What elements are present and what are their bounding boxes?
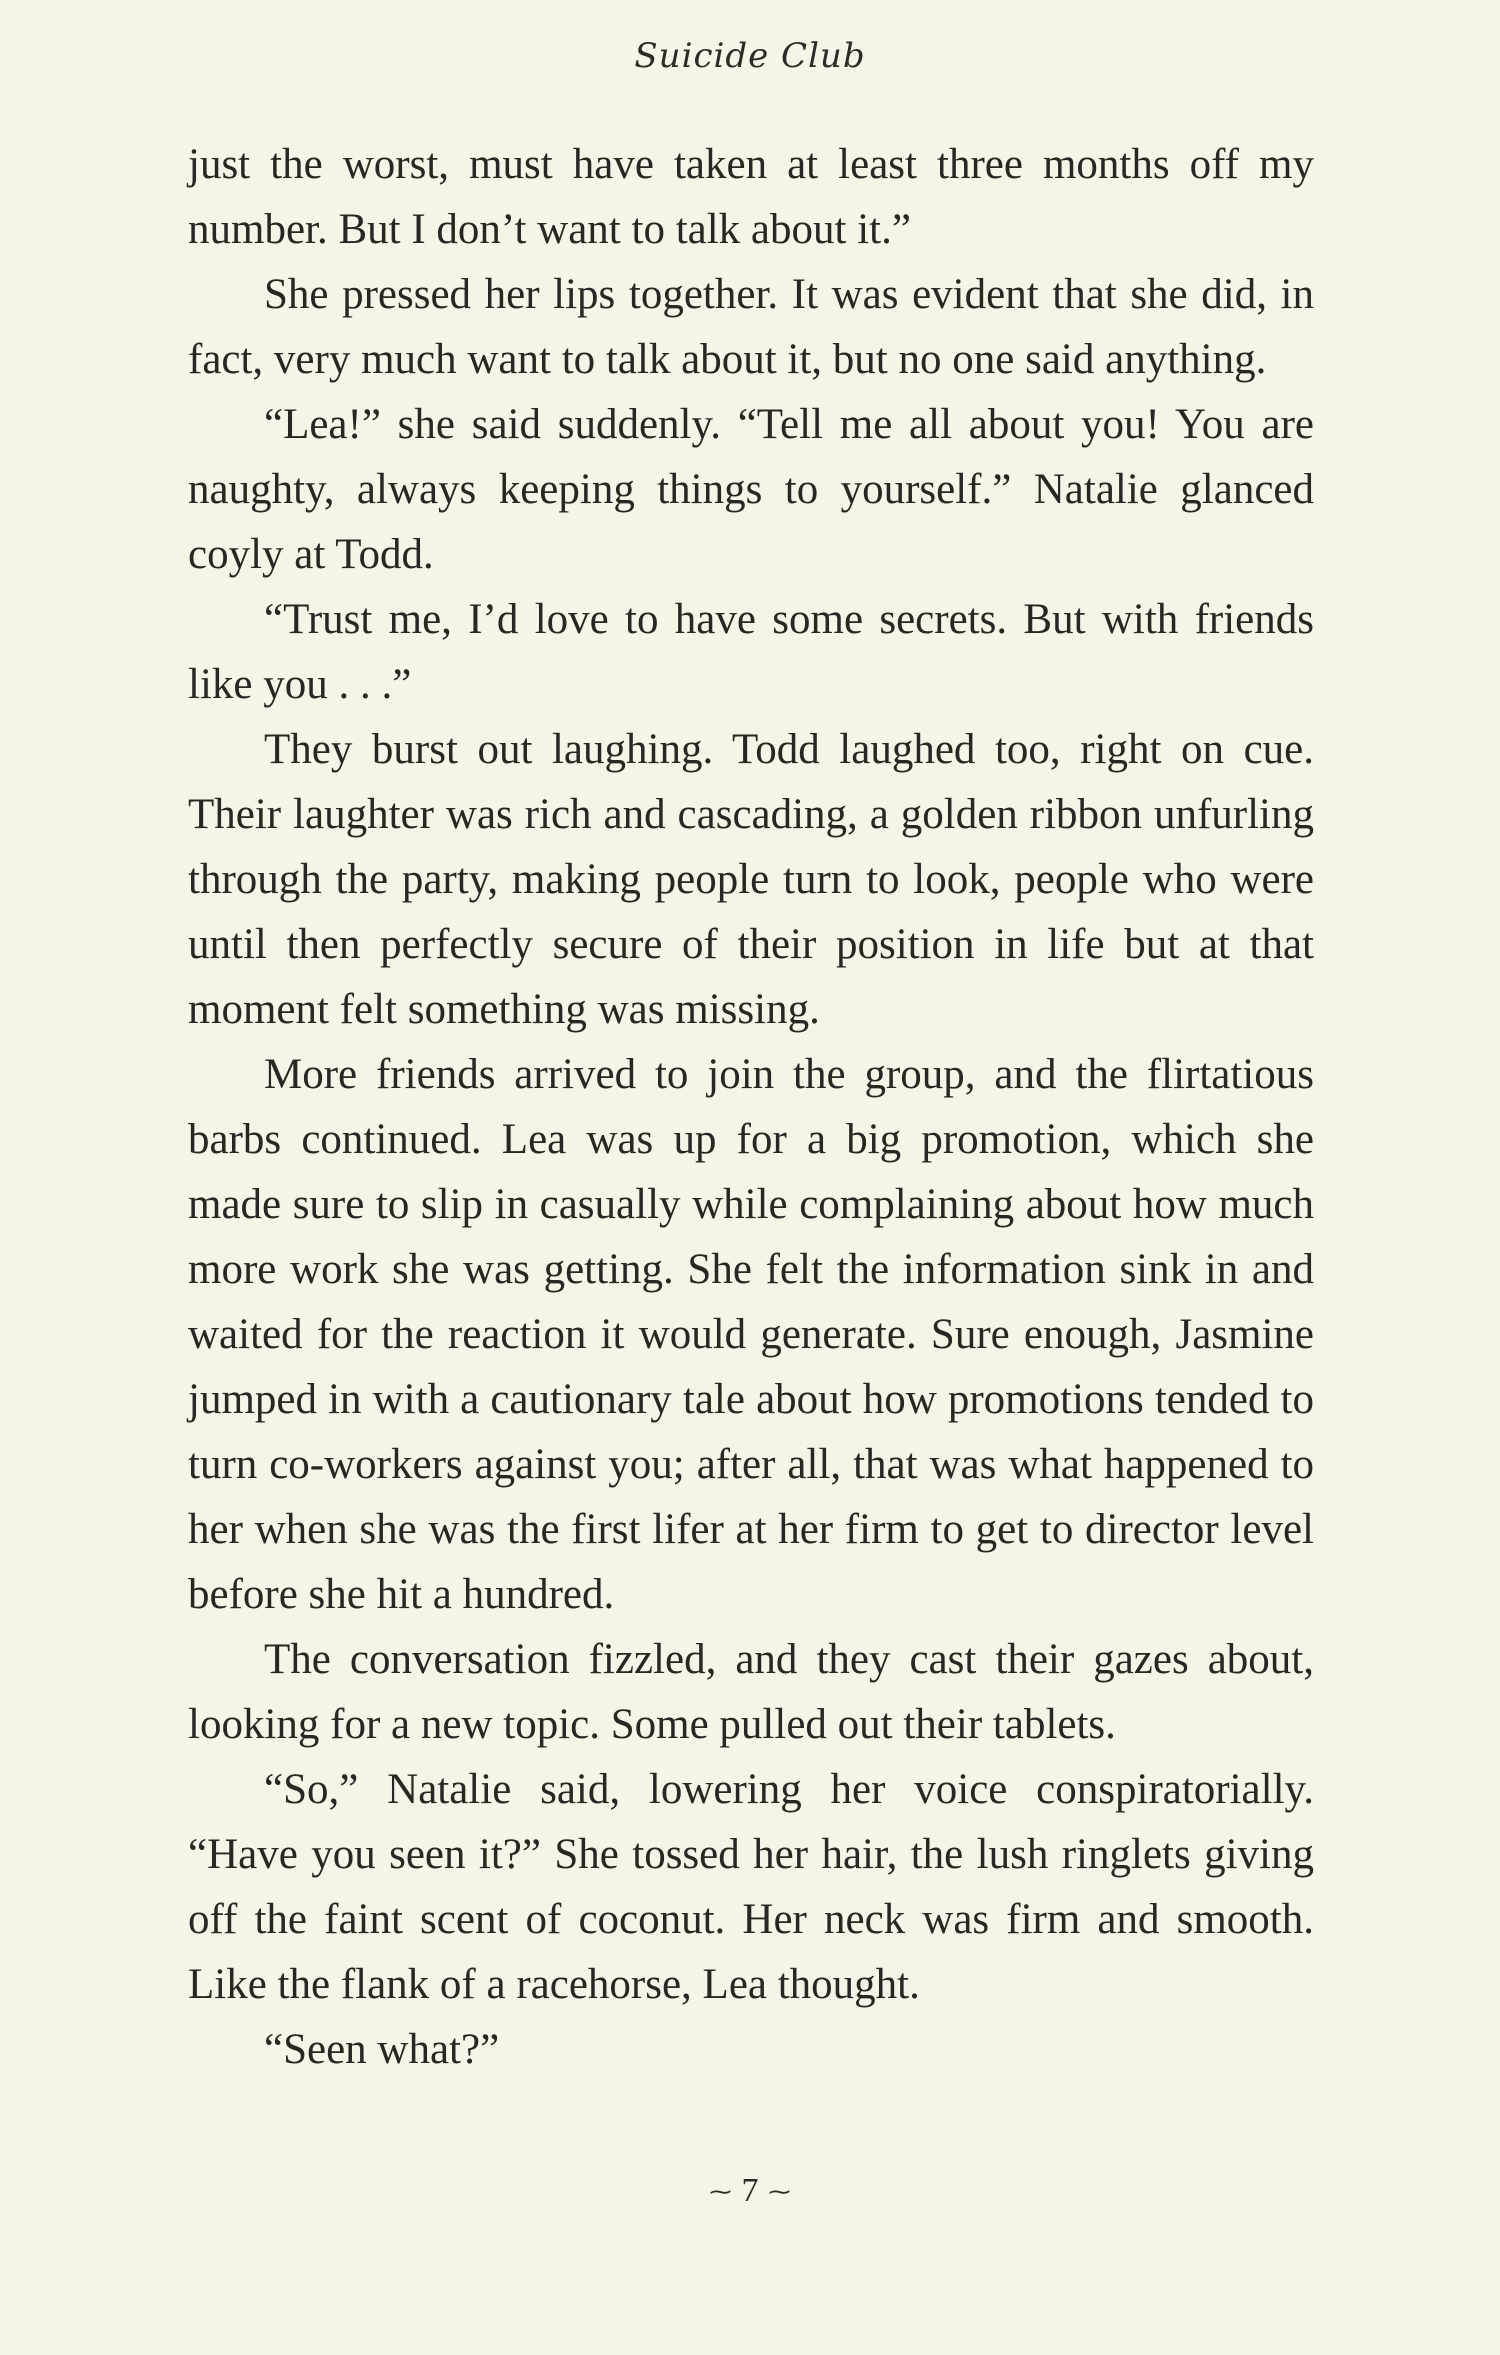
- paragraph: She pressed her lips together. It was evident that she did, in fact, very much want to talk about it, but no one said anything.: [188, 271, 1314, 383]
- page-number: [0, 2172, 1500, 2210]
- paragraph: More friends arrived to join the group, and the flirtatious barbs continued. Lea was up for a big promotion, which she made sure to slip in casually while complaining about how much more work she was getting. She felt the information sink in and waited for the reaction it would generate. Sure enough, Jasmine jumped in with a cautionary tale about how promotions tended to turn co-workers against you; after all, that was what happened to her when she was the first lifer at her firm to get to director level before she hit a hundred.: [188, 1051, 1314, 1618]
- body-text: [188, 132, 1314, 2082]
- ornament-right-icon: ⁓: [768, 2179, 791, 2204]
- paragraph: “So,” Natalie said, lowering her voice conspiratorially. “Have you seen it?” She tossed her hair, the lush ringlets giving off the faint scent of coconut. Her neck was firm and smooth. Like the flank of a racehorse, Lea thought.: [188, 1766, 1314, 2008]
- paragraph: just the worst, must have taken at least three months off my number. But I don’t want to talk about it.”: [188, 141, 1314, 253]
- ornament-left-icon: ⁓: [709, 2179, 732, 2204]
- paragraph: “Trust me, I’d love to have some secrets. But with friends like you . . .”: [188, 596, 1314, 708]
- paragraph: The conversation fizzled, and they cast their gazes about, looking for a new topic. Some pulled out their tablets.: [188, 1636, 1314, 1748]
- paragraph: They burst out laughing. Todd laughed too, right on cue. Their laughter was rich and cascading, a golden ribbon unfurling through the party, making people turn to look, people who were until then perfectly secure of their position in life but at that moment felt something was missing.: [188, 726, 1314, 1033]
- page-number-value: 7: [741, 2172, 759, 2209]
- running-head: Suicide Club: [634, 36, 866, 76]
- paragraph: “Lea!” she said suddenly. “Tell me all about you! You are naughty, always keeping things to yourself.” Natalie glanced coyly at Todd.: [188, 401, 1314, 578]
- paragraph: “Seen what?”: [264, 2026, 500, 2073]
